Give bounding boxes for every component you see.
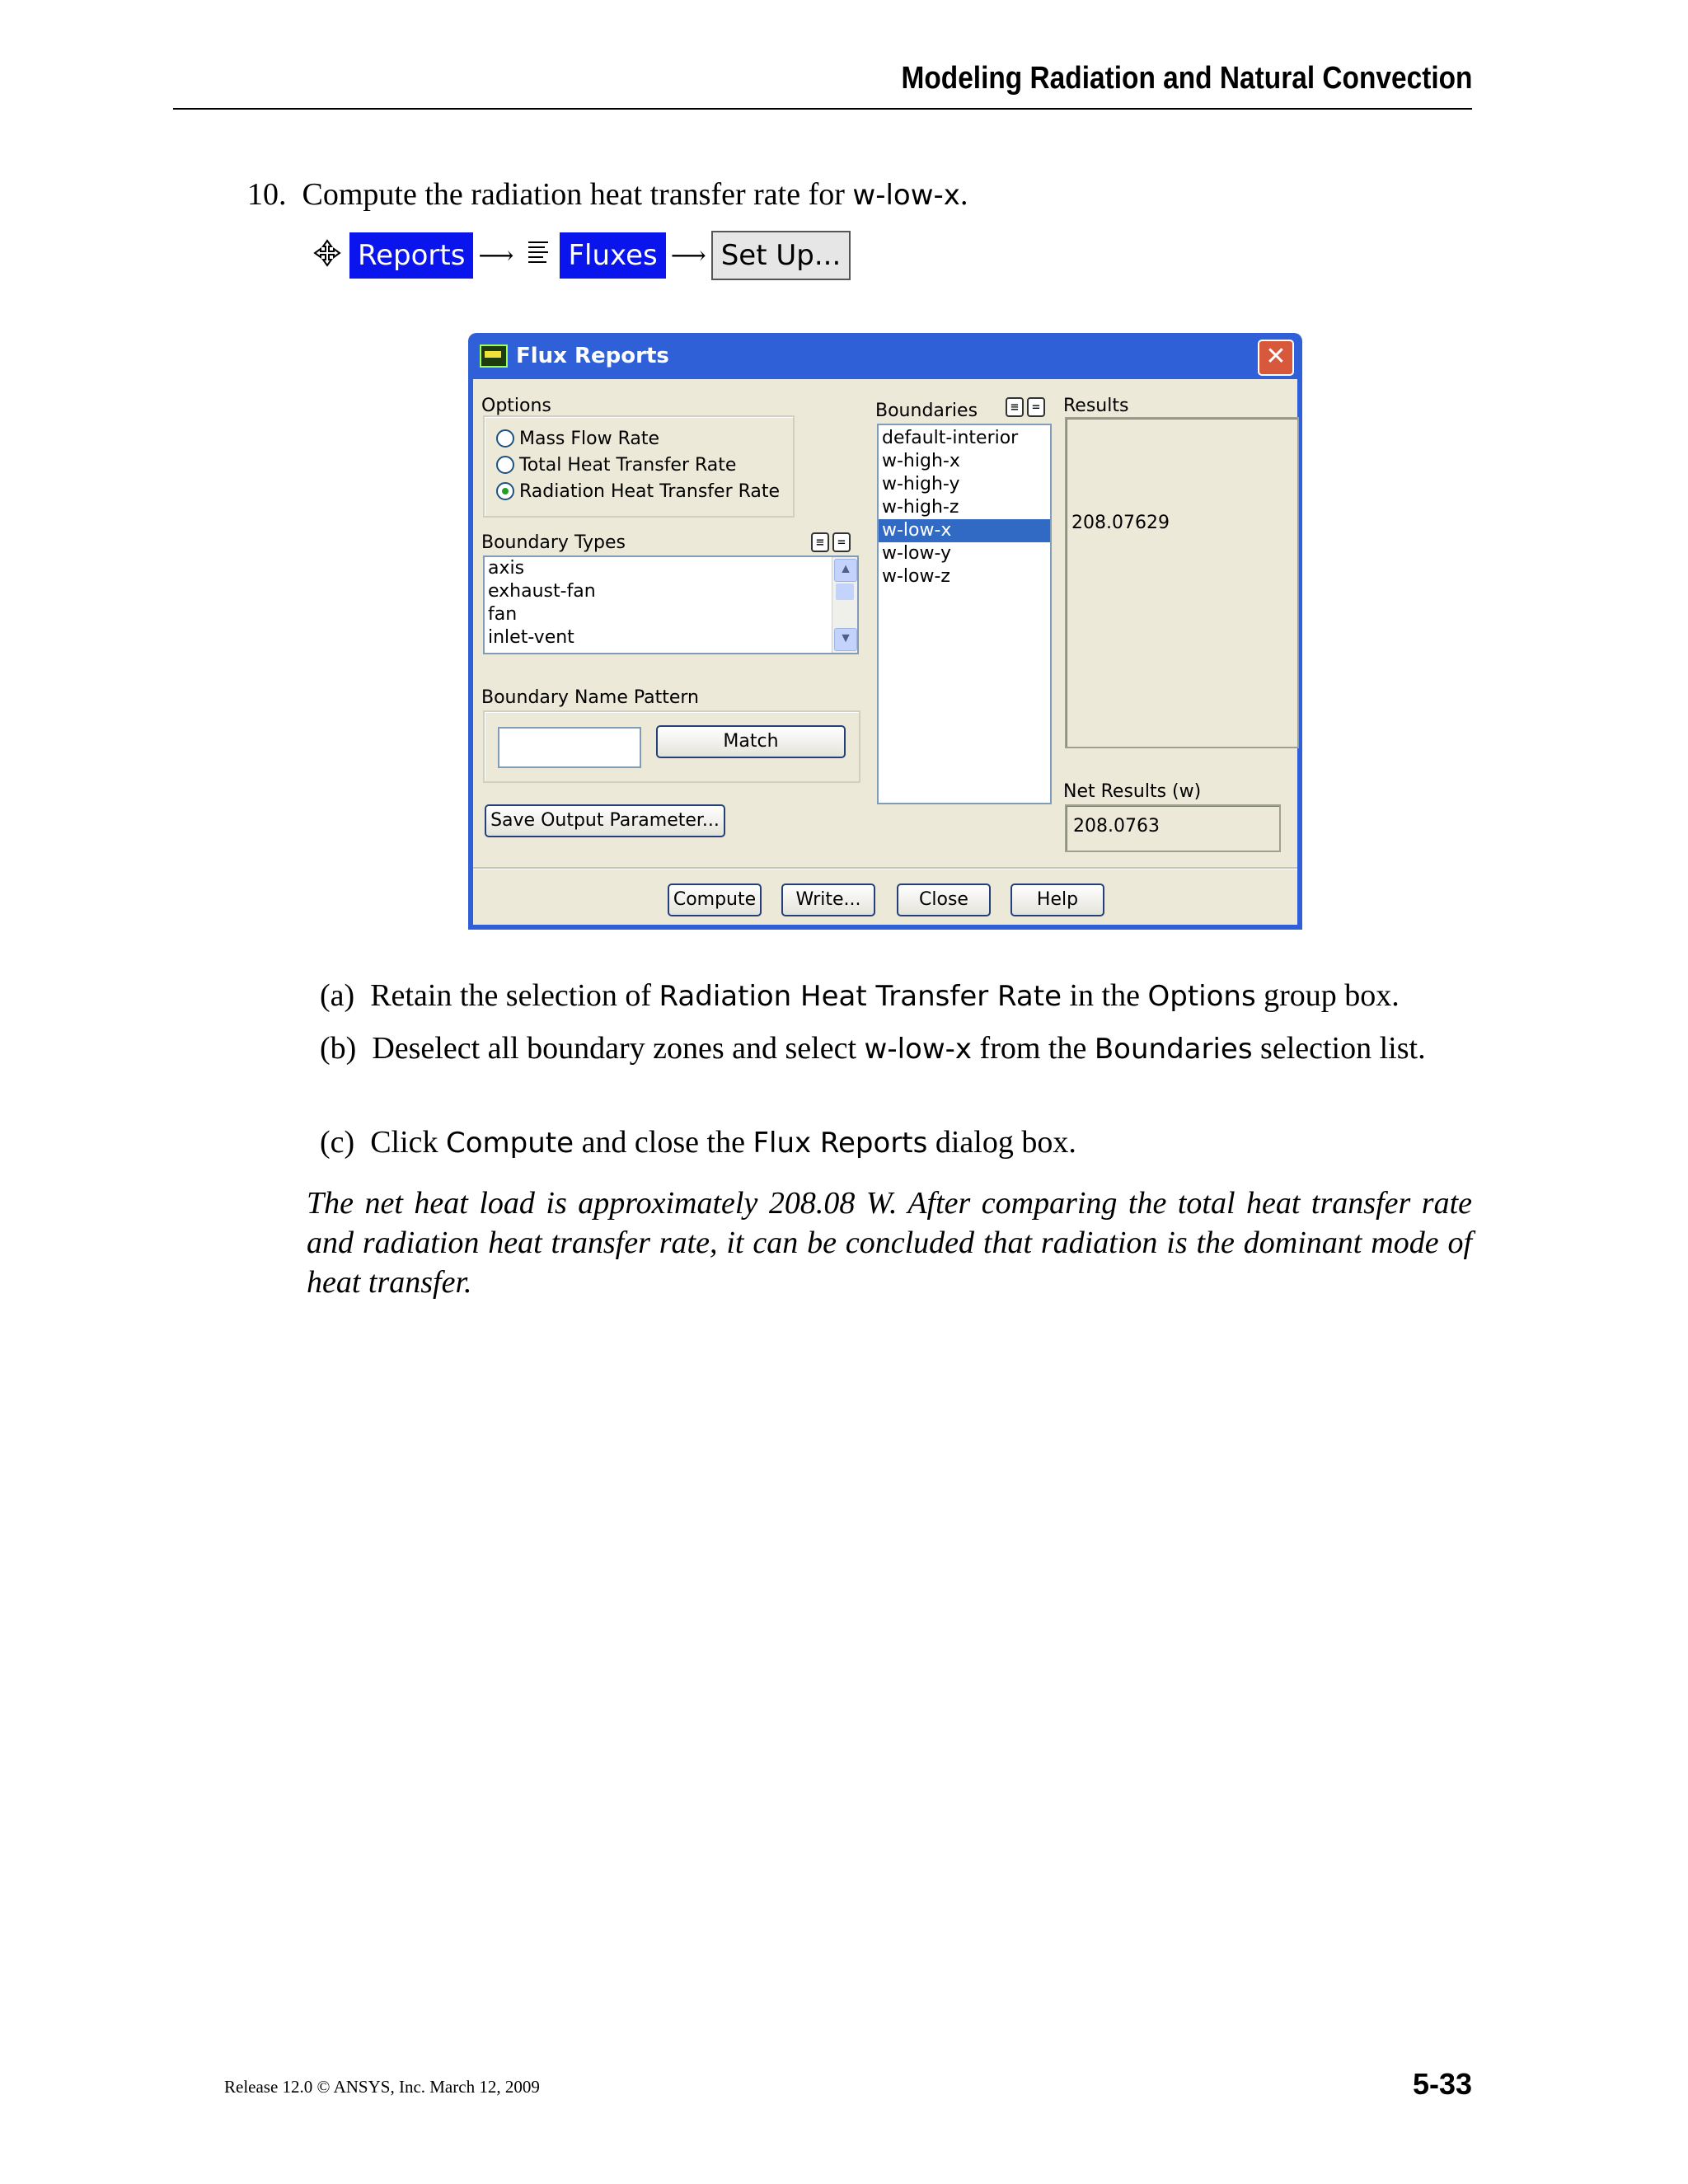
page-header-title: Modeling Radiation and Natural Convection xyxy=(901,61,1472,96)
list-item-selected[interactable]: w-low-x xyxy=(879,519,1050,542)
step-10: 10. Compute the radiation heat transfer rate for w-low-x. xyxy=(247,177,968,212)
list-item[interactable]: w-low-y xyxy=(882,543,952,564)
net-results-box xyxy=(1065,804,1281,852)
list-item[interactable]: default-interior xyxy=(882,428,1019,448)
list-item[interactable]: fan xyxy=(488,604,518,625)
dialog-titlebar xyxy=(480,340,669,373)
flux-reports-dialog xyxy=(468,333,1302,930)
radio-button[interactable] xyxy=(496,456,514,474)
step-target: w-low-x xyxy=(852,179,960,212)
option-radiation-heat-transfer-rate[interactable]: Radiation Heat Transfer Rate xyxy=(496,478,780,504)
results-label: Results xyxy=(1063,396,1129,416)
footer-release: Release 12.0 © ANSYS, Inc. March 12, 2009 xyxy=(224,2077,540,2097)
list-item[interactable]: w-high-y xyxy=(882,474,960,494)
arrow-1: ⟶ xyxy=(478,241,514,269)
radio-button-selected[interactable] xyxy=(496,482,514,500)
list-item[interactable]: w-low-z xyxy=(882,566,950,587)
write-button[interactable]: Write... xyxy=(781,883,875,916)
options-group xyxy=(483,415,795,518)
boundary-name-pattern-label: Boundary Name Pattern xyxy=(481,687,699,708)
boundaries-label: Boundaries xyxy=(875,401,978,421)
boundary-types-list[interactable] xyxy=(483,555,859,654)
boundary-types-label: Boundary Types xyxy=(481,532,626,553)
menu-path xyxy=(305,231,851,280)
options-label: Options xyxy=(481,396,551,416)
radio-button[interactable] xyxy=(496,429,514,448)
option-total-heat-transfer-rate[interactable]: Total Heat Transfer Rate xyxy=(496,452,780,478)
net-results-label: Net Results (w) xyxy=(1063,781,1202,802)
deselect-all-icon[interactable]: = xyxy=(832,532,851,552)
list-item[interactable]: w-high-z xyxy=(882,497,959,518)
results-value: 208.07629 xyxy=(1071,513,1170,533)
list-item[interactable]: exhaust-fan xyxy=(488,581,596,602)
setup-button[interactable]: Set Up... xyxy=(711,231,851,280)
select-all-icon[interactable]: ≡ xyxy=(1006,397,1024,417)
scroll-down-icon[interactable]: ▼ xyxy=(834,628,857,651)
list-icon xyxy=(527,239,551,272)
results-box xyxy=(1065,417,1299,748)
fluxes-item[interactable]: Fluxes xyxy=(560,232,665,279)
pattern-input[interactable] xyxy=(498,727,641,768)
list-item[interactable]: axis xyxy=(488,558,525,579)
item-c: (c) Click Compute and close the Flux Reports dialog box. xyxy=(320,1125,1076,1160)
step-text: Compute the radiation heat transfer rate for xyxy=(302,177,853,212)
save-output-parameter-button[interactable]: Save Output Parameter... xyxy=(485,804,725,837)
header-rule xyxy=(173,108,1472,110)
select-all-icon[interactable]: ≡ xyxy=(811,532,829,552)
deselect-all-icon[interactable]: = xyxy=(1027,397,1045,417)
option-mass-flow-rate[interactable]: Mass Flow Rate xyxy=(496,425,780,452)
move-arrows-icon xyxy=(313,239,341,272)
compute-button[interactable]: Compute xyxy=(668,883,762,916)
separator xyxy=(473,867,1297,869)
net-results-value: 208.0763 xyxy=(1073,816,1160,837)
item-a: (a) Retain the selection of Radiation Heat Transfer Rate in the Options group box. xyxy=(320,978,1400,1013)
fluent-logo-icon xyxy=(480,344,508,368)
scroll-thumb[interactable] xyxy=(836,583,854,600)
boundaries-list[interactable] xyxy=(877,424,1052,804)
item-b: (b) Deselect all boundary zones and select w-low-x from the Boundaries selection list. xyxy=(320,1031,1426,1066)
list-item[interactable]: inlet-vent xyxy=(488,627,574,648)
pattern-group xyxy=(483,710,860,783)
match-button[interactable]: Match xyxy=(656,725,846,758)
reports-menu[interactable]: Reports xyxy=(349,232,473,279)
page-number: 5-33 xyxy=(1412,2067,1472,2101)
note-paragraph: The net heat load is approximately 208.08 W. After comparing the total heat transfer rate and radiation heat transfer rate, it can be concluded that radiation is the dominant mode of heat transfer. xyxy=(307,1186,1472,1300)
close-button[interactable]: Close xyxy=(897,883,991,916)
close-icon[interactable]: ✕ xyxy=(1258,340,1294,376)
help-button[interactable]: Help xyxy=(1010,883,1104,916)
arrow-2: ⟶ xyxy=(670,241,706,269)
list-item[interactable]: w-high-x xyxy=(882,451,960,471)
scroll-up-icon[interactable]: ▲ xyxy=(834,559,857,582)
scrollbar[interactable] xyxy=(832,557,857,653)
step-number: 10. xyxy=(247,177,287,212)
dialog-body xyxy=(473,379,1297,925)
dialog-title: Flux Reports xyxy=(516,344,669,368)
